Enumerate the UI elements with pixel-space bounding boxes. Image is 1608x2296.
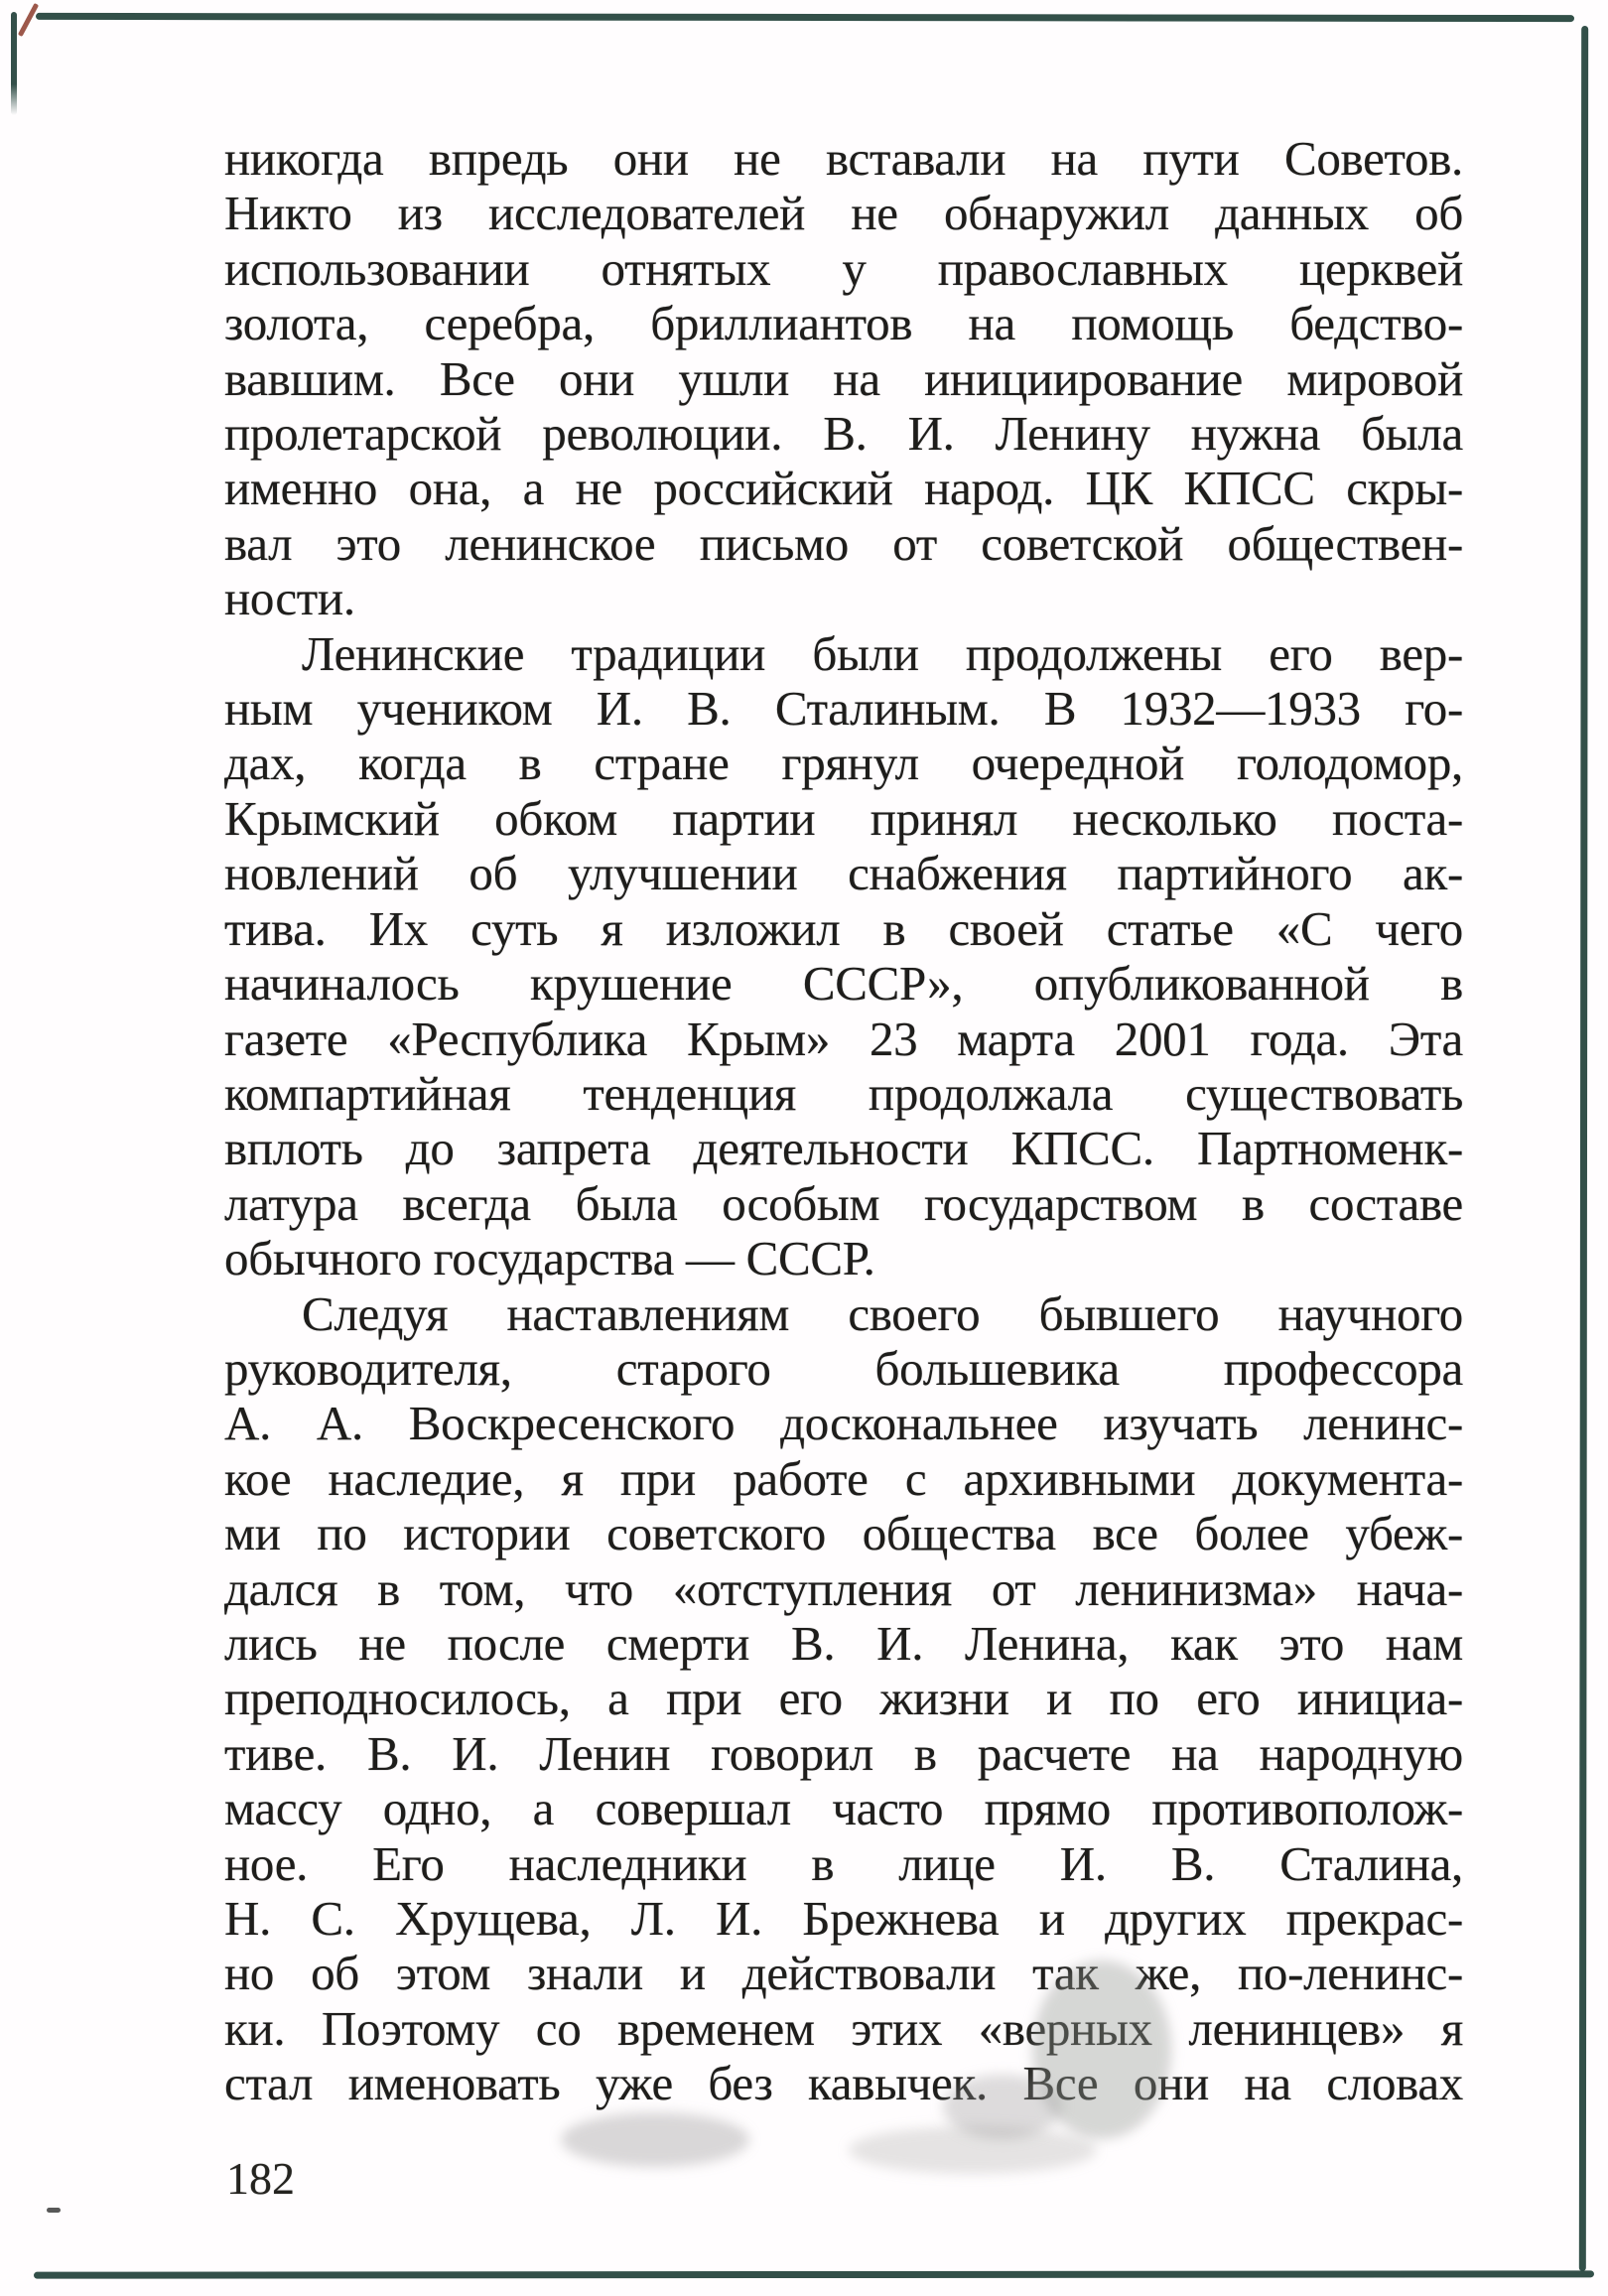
text-line: но об этом знали и действовали так же, по-ленинс- xyxy=(224,1946,1463,2001)
scan-speck xyxy=(47,2208,61,2213)
text-line: новлений об улучшении снабжения партийного ак- xyxy=(224,846,1463,901)
text-line: кое наследие, я при работе с архивными документа- xyxy=(224,1450,1463,1506)
text-line: дался в том, что «отступления от ленинизма» нача- xyxy=(224,1560,1463,1616)
scan-edge-right xyxy=(1579,26,1588,2271)
text-line: начиналось крушение СССР», опубликованной в xyxy=(224,956,1463,1012)
text-line: пролетарской революции. В. И. Ленину нужна была xyxy=(224,406,1463,462)
text-line: латура всегда была особым государством в составе xyxy=(224,1175,1463,1231)
scan-corner-mark xyxy=(18,3,39,37)
scan-smudge xyxy=(561,2112,749,2167)
text-line: Никто из исследователей не обнаружил данных об xyxy=(224,186,1463,241)
scan-edge-bottom xyxy=(34,2270,1594,2278)
text-line: тиве. В. И. Ленин говорил в расчете на народную xyxy=(224,1725,1463,1781)
text-line: вавшим. Все они ушли на инициирование мировой xyxy=(224,350,1463,406)
text-line: массу одно, а совершал часто прямо противополож- xyxy=(224,1781,1463,1836)
text-line: ми по истории советского общества все более убеж- xyxy=(224,1506,1463,1561)
scan-edge-top xyxy=(36,13,1574,22)
text-line: Крымский обком партии принял несколько поста- xyxy=(224,790,1463,846)
text-line: газете «Республика Крым» 23 марта 2001 года. Эта xyxy=(224,1011,1463,1066)
scan-edge-left xyxy=(11,12,17,115)
page-text xyxy=(224,131,1463,2111)
text-line: А. А. Воскресенского доскональнее изучать ленинс- xyxy=(224,1396,1463,1451)
page-number: 182 xyxy=(226,2153,295,2204)
text-line: ки. Поэтому со временем этих «верных ленинцев» я xyxy=(224,2000,1463,2056)
text-line: лись не после смерти В. И. Ленина, как это нам xyxy=(224,1615,1463,1671)
text-line: Н. С. Хрущева, Л. И. Брежнева и других прекрас- xyxy=(224,1891,1463,1946)
text-line: ности. xyxy=(224,571,355,626)
scan-smudge xyxy=(849,2126,1097,2174)
text-line: использовании отнятых у православных церквей xyxy=(224,240,1463,296)
text-line: обычного государства — СССР. xyxy=(224,1231,875,1286)
text-line: руководителя, старого большевика профессора xyxy=(224,1340,1463,1396)
text-line: никогда впредь они не вставали на пути Советов. xyxy=(224,131,1463,186)
text-line: ное. Его наследники в лице И. В. Сталина, xyxy=(224,1835,1463,1891)
text-line: преподносилось, а при его жизни и по его инициа- xyxy=(224,1671,1463,1726)
text-line: вплоть до запрета деятельности КПСС. Партноменк- xyxy=(224,1121,1463,1176)
text-line: дах, когда в стране грянул очередной голодомор, xyxy=(224,736,1463,791)
text-line: стал именовать уже без кавычек. Все они на словах xyxy=(224,2056,1463,2111)
text-line: ным учеником И. В. Сталиным. В 1932—1933 го- xyxy=(224,681,1463,737)
text-line: тива. Их суть я изложил в своей статье «С чего xyxy=(224,900,1463,956)
text-line: вал это ленинское письмо от советской обществен- xyxy=(224,515,1463,571)
text-line: золота, серебра, бриллиантов на помощь бедство- xyxy=(224,296,1463,351)
text-line: компартийная тенденция продолжала существовать xyxy=(224,1065,1463,1121)
text-line: именно она, а не российский народ. ЦК КПСС скры- xyxy=(224,461,1463,516)
text-line: Следуя наставлениям своего бывшего научного xyxy=(302,1285,1463,1341)
text-line: Ленинские традиции были продолжены его вер- xyxy=(302,625,1463,681)
